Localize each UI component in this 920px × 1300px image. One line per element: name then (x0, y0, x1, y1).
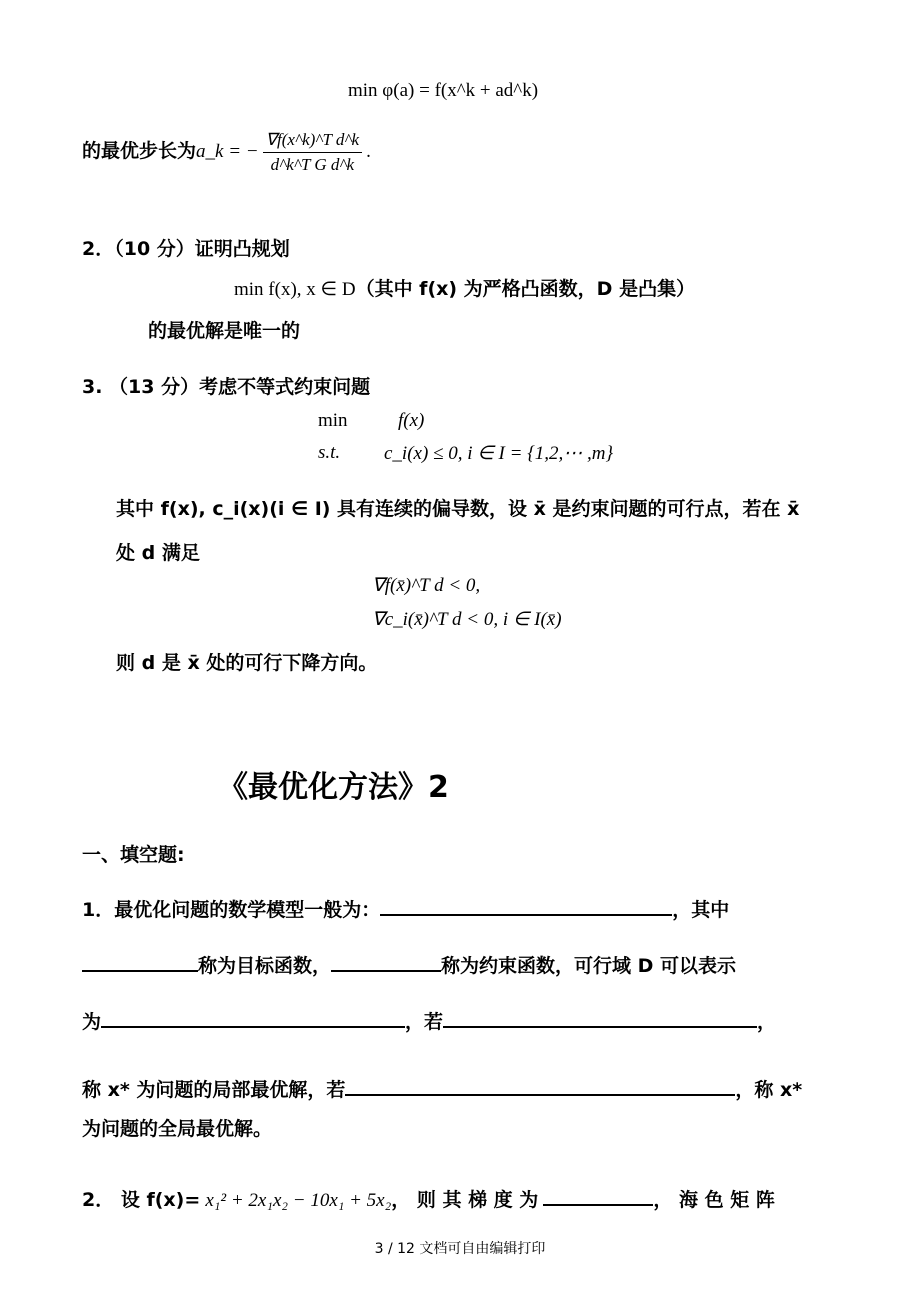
q3-line2: 处 d 满足 (116, 542, 200, 564)
p1-j: 为问题的全局最优解。 (82, 1118, 273, 1140)
answer-blank[interactable] (101, 1006, 405, 1028)
q3-line1: 其中 f(x), c_i(x)(i ∈ I) 具有连续的偏导数，设 x̄ 是约束问题的可行点，若在 x̄ (116, 498, 800, 520)
p2-line (82, 1184, 775, 1212)
step-denominator: d^k^T G d^k (270, 155, 355, 174)
p2-b: ， 则 其 梯 度 为 (391, 1189, 539, 1211)
p1-line3 (82, 1006, 776, 1034)
p1-d: 称为约束函数，可行域 D 可以表示 (441, 955, 737, 977)
p2-c: ， 海 色 矩 阵 (653, 1189, 775, 1211)
q3-st-label: s.t. (318, 442, 341, 463)
step-numerator: ∇f(x^k)^T d^k (263, 130, 362, 153)
p2-a: 2． 设 f(x)= (82, 1189, 201, 1211)
q3-cond2: ∇c_i(x̄)^T d < 0, i ∈ I(x̄) (372, 609, 562, 630)
p1-g: ， (757, 1011, 777, 1033)
q2-paren: （其中 f(x) 为严格凸函数，D 是凸集） (355, 278, 696, 300)
p1-f: ，若 (405, 1011, 444, 1033)
page-footer: 3 / 12 文档可自由编辑打印 (374, 1241, 546, 1257)
answer-blank[interactable] (543, 1184, 653, 1206)
answer-blank[interactable] (82, 950, 198, 972)
answer-blank[interactable] (331, 950, 441, 972)
q2-tail: 的最优解是唯一的 (148, 320, 301, 342)
p1-e: 为 (82, 1011, 102, 1033)
p1-a: 1．最优化问题的数学模型一般为： (82, 899, 381, 921)
step-prefix: 的最优步长为 (82, 140, 197, 162)
section-title: 《最优化方法》2 (218, 770, 449, 805)
answer-blank[interactable] (345, 1074, 735, 1096)
q3-constraint: c_i(x) ≤ 0, i ∈ I = {1,2,⋯ ,m} (384, 443, 614, 464)
p1-line2 (82, 950, 736, 978)
min-phi-equation: min φ(a) = f(x^k + ad^k) (348, 80, 539, 101)
q2-formula: min f(x), x ∈ D (234, 279, 356, 300)
p1-h: 称 x* 为问题的局部最优解，若 (82, 1079, 346, 1101)
p1-line4 (82, 1074, 802, 1102)
q2-heading: 2．（10 分）证明凸规划 (82, 238, 290, 260)
p1-c: 称为目标函数， (198, 955, 332, 977)
step-lhs: a_k = − (196, 141, 259, 162)
q3-heading: 3. （13 分）考虑不等式约束问题 (82, 376, 371, 398)
q3-cond1: ∇f(x̄)^T d < 0, (372, 575, 481, 596)
step-suffix: . (366, 141, 371, 162)
part-heading: 一、填空题: (82, 844, 185, 866)
p1-b: ，其中 (672, 899, 730, 921)
answer-blank[interactable] (443, 1006, 757, 1028)
p2-formula: x₁² + 2x₁x₂ − 10x₁ + 5x₂ (205, 1190, 392, 1211)
p1-i: ，称 x* (735, 1079, 803, 1101)
q2-formula-line (234, 274, 695, 301)
step-length-line (82, 130, 371, 175)
q3-conclusion: 则 d 是 x̄ 处的可行下降方向。 (116, 652, 378, 674)
q3-min-label: min (318, 410, 348, 431)
step-fraction (263, 130, 362, 175)
p1-line1 (82, 894, 729, 922)
q3-objective: f(x) (398, 410, 425, 431)
answer-blank[interactable] (380, 894, 672, 916)
